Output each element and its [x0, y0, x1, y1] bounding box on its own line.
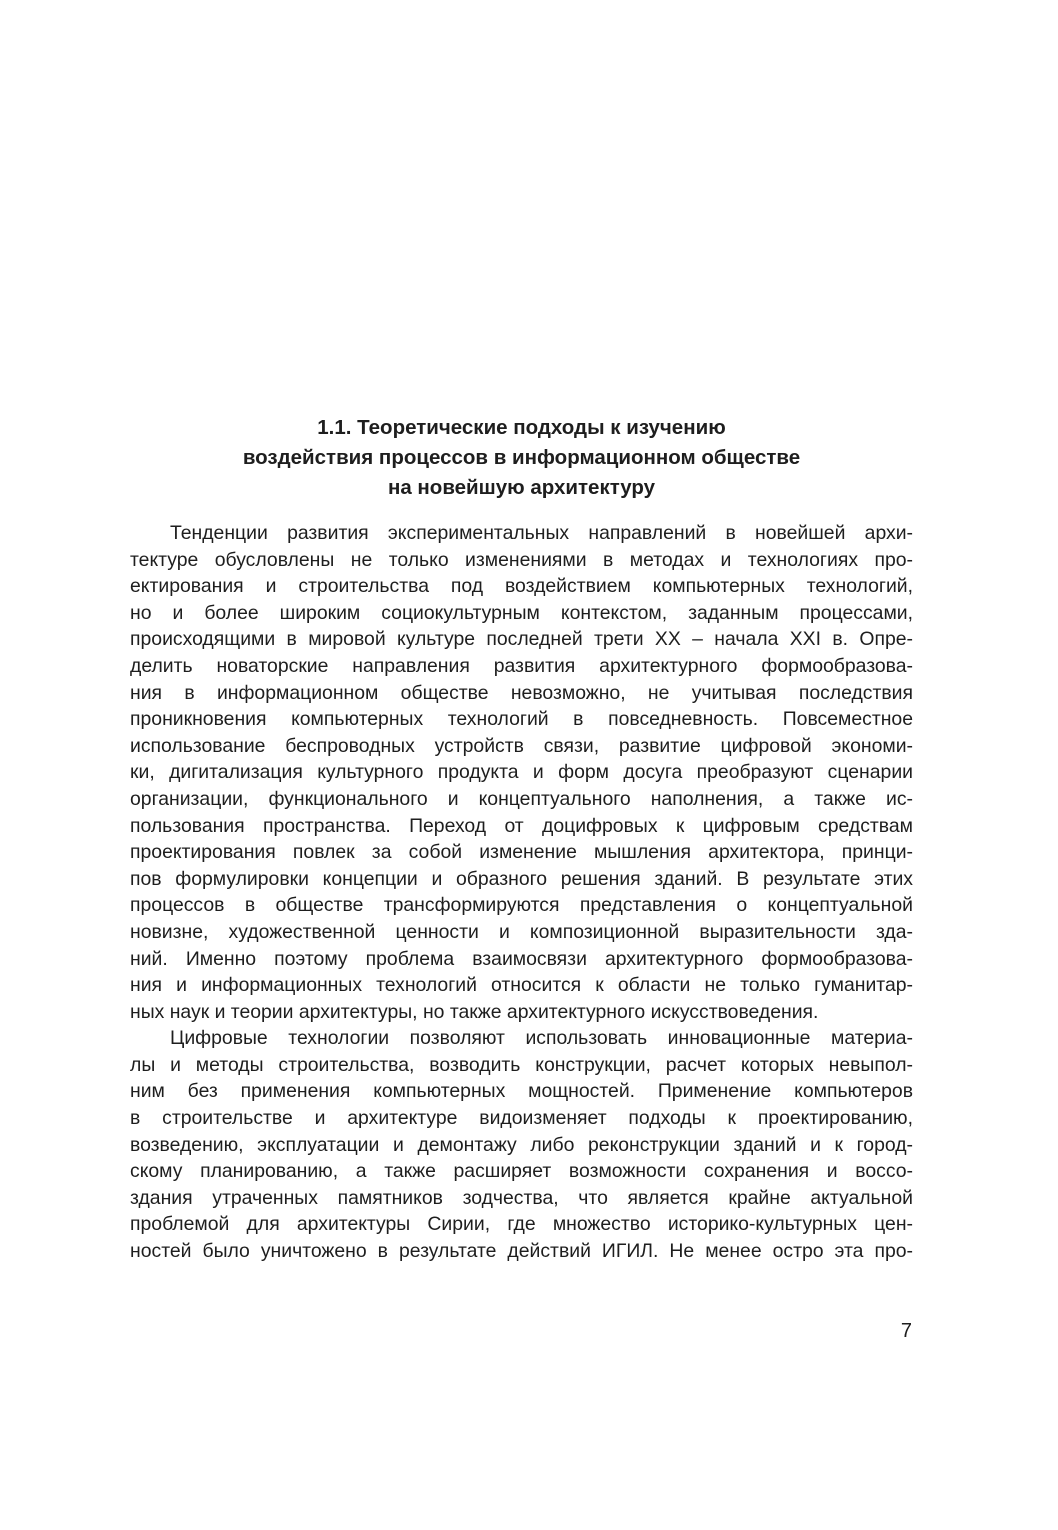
- section-heading: [130, 413, 913, 503]
- text-line: Цифровые технологии позволяют использовать инновационные материа-: [170, 1027, 913, 1050]
- paragraph-1: [130, 520, 913, 1025]
- page-number: 7: [900, 1320, 912, 1342]
- text-line: пользования пространства. Переход от доцифровых к цифровым средствам: [130, 814, 913, 837]
- text-line: проблемой для архитектуры Сирии, где множество историко-культурных цен-: [130, 1213, 913, 1236]
- text-line: ки, дигитализация культурного продукта и форм досуга преобразуют сценарии: [130, 761, 913, 784]
- text-line: проникновения компьютерных технологий в повседневность. Повсеместное: [130, 708, 913, 731]
- text-line: происходящими в мировой культуре последней трети XX – начала XXI в. Опре-: [130, 628, 913, 651]
- text-line: возведению, эксплуатации и демонтажу либо реконструкции зданий и к город-: [130, 1133, 913, 1156]
- text-line: проектирования повлек за собой изменение мышления архитектора, принци-: [130, 841, 913, 864]
- heading-line: 1.1. Теоретические подходы к изучению: [317, 416, 726, 439]
- text-line: пов формулировки концепции и образного решения зданий. В результате этих: [130, 867, 913, 890]
- heading-line: на новейшую архитектуру: [387, 476, 656, 499]
- text-line: ностей было уничтожено в результате действий ИГИЛ. Не менее остро эта про-: [130, 1240, 913, 1263]
- text-line: ных наук и теории архитектуры, но также архитектурного искусствоведения.: [130, 1000, 819, 1023]
- text-line: организации, функционального и концептуального наполнения, а также ис-: [130, 787, 913, 810]
- text-line: ния и информационных технологий относится к области не только гуманитар-: [130, 974, 913, 997]
- paragraph-2: [130, 1025, 913, 1264]
- text-line: в строительстве и архитектуре видоизменяет подходы к проектированию,: [130, 1107, 913, 1130]
- text-line: скому планированию, а также расширяет возможности сохранения и воссо-: [130, 1160, 913, 1183]
- heading-line: воздействия процессов в информационном обществе: [242, 446, 801, 469]
- text-line: тектуре обусловлены не только изменениями в методах и технологиях про-: [130, 548, 913, 571]
- text-line: новизне, художественной ценности и композиционной выразительности зда-: [130, 920, 913, 943]
- text-line: процессов в обществе трансформируются представления о концептуальной: [130, 894, 913, 917]
- text-line: ний. Именно поэтому проблема взаимосвязи архитектурного формообразова-: [130, 947, 913, 970]
- text-line: делить новаторские направления развития архитектурного формообразова-: [130, 654, 913, 677]
- text-line: ним без применения компьютерных мощностей. Применение компьютеров: [130, 1080, 913, 1103]
- body-text: [130, 520, 913, 1265]
- text-line: здания утраченных памятников зодчества, что является крайне актуальной: [130, 1186, 913, 1209]
- text-line: ния в информационном обществе невозможно, не учитывая последствия: [130, 681, 913, 704]
- text-line: Тенденции развития экспериментальных направлений в новейшей архи-: [170, 522, 913, 544]
- text-line: использование беспроводных устройств связи, развитие цифровой экономи-: [130, 734, 913, 757]
- text-line: лы и методы строительства, возводить конструкции, расчет которых невыпол-: [130, 1053, 913, 1076]
- text-line: ектирования и строительства под воздействием компьютерных технологий,: [130, 575, 913, 598]
- text-line: но и более широким социокультурным контекстом, заданным процессами,: [130, 601, 913, 624]
